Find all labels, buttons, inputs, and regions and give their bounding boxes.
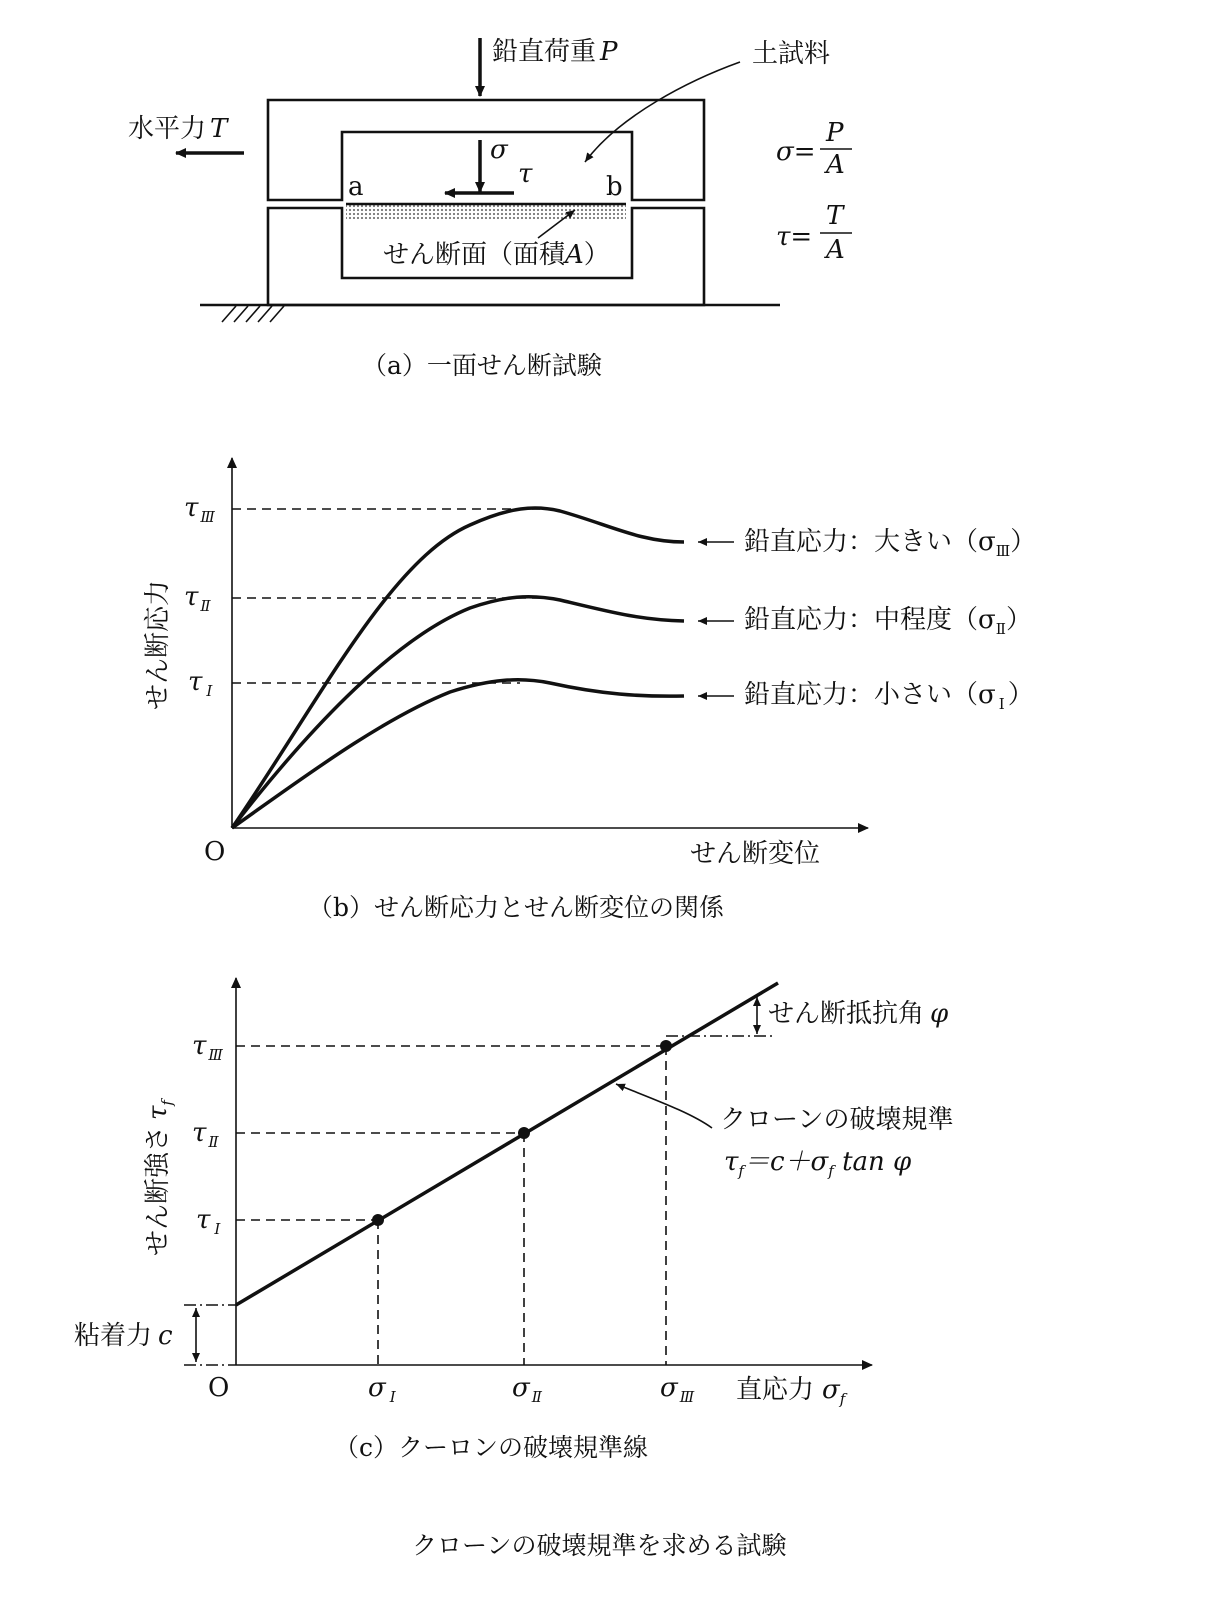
x-axis-label: 直応力 $\sigma_f$	[736, 1375, 846, 1408]
shear-plane-label: せん断面（面積A）	[383, 240, 610, 270]
y-axis-label: せん断強さ$\tau_f$	[143, 1100, 176, 1256]
normal-stress-symbol: σ	[490, 135, 508, 165]
x-axis-label: せん断変位	[690, 839, 821, 869]
ground-hatch	[222, 306, 284, 322]
criterion-pointer	[616, 1084, 712, 1128]
formula-tau	[776, 201, 852, 265]
panel-a-shear-box-diagram	[128, 37, 852, 380]
panel-b-caption: （b）せん断応力とせん断変位の関係	[308, 893, 725, 922]
tick-tau-I: τ $_I$	[196, 1205, 221, 1238]
curve-sigma-II	[232, 597, 684, 828]
point-b-label: b	[606, 172, 623, 202]
svg-text:T: T	[826, 201, 844, 231]
tick-tau-II: τ $_Ⅱ$	[184, 582, 211, 615]
panel-a-caption: （a）一面せん断試験	[362, 351, 602, 380]
formula-sigma	[776, 118, 852, 180]
curve-sigma-I	[232, 680, 684, 828]
svg-text:A: A	[826, 150, 845, 180]
upper-shear-box	[268, 100, 704, 200]
criterion-formula: $\tau_f=c+\sigma_f$ tan φ	[724, 1147, 912, 1180]
panel-b-stress-displacement-chart	[143, 458, 1036, 922]
svg-text:P: P	[826, 118, 844, 148]
soil-sample-label: 土試料	[752, 39, 831, 69]
coulomb-failure-line	[236, 983, 778, 1305]
horizontal-force-label: 水平力 T	[128, 114, 228, 144]
svg-text:τ=: τ=	[776, 222, 813, 252]
point-sigma-II	[518, 1127, 530, 1139]
legend-sigma-III: 鉛直応力：大きい$(\sigma_Ⅲ)$	[744, 527, 1037, 560]
point-a-label: a	[348, 172, 364, 202]
tick-sigma-I: σ $_I$	[368, 1373, 396, 1406]
point-sigma-I	[372, 1214, 384, 1226]
tick-tau-III: τ $_Ⅲ$	[184, 493, 215, 526]
tick-tau-III: τ $_Ⅲ$	[192, 1031, 223, 1064]
svg-text:σ=: σ=	[776, 137, 816, 167]
tick-sigma-III: σ $_Ⅲ$	[660, 1373, 695, 1406]
tick-tau-I: τ $_I$	[188, 667, 213, 700]
vertical-load-symbol: P	[600, 37, 618, 67]
panel-c-failure-criterion-chart	[74, 978, 953, 1462]
svg-text:A: A	[826, 235, 845, 265]
legend-sigma-I: 鉛直応力：小さい（σ $_I$ ）	[744, 680, 1034, 713]
shear-plane-symbol: A	[565, 240, 584, 270]
origin-label: O	[204, 837, 226, 867]
cohesion-label: 粘着力 c	[74, 1321, 173, 1351]
y-axis-label: せん断応力	[143, 579, 173, 711]
shear-stress-symbol: τ	[518, 159, 533, 189]
vertical-load-label: 鉛直荷重 P	[492, 37, 618, 67]
criterion-label: クローンの破壊規準	[720, 1105, 954, 1135]
soil-sample-pointer	[585, 62, 740, 162]
horizontal-force-symbol: T	[210, 114, 228, 144]
friction-angle-label: せん断抵抗角 φ	[768, 999, 949, 1029]
legend-sigma-II: 鉛直応力：中程度$(\sigma_Ⅱ)$	[744, 605, 1032, 638]
footer-caption: クローンの破壊規準を求める試験	[412, 1531, 787, 1560]
panel-c-caption: （c）クーロンの破壊規準線	[334, 1433, 649, 1462]
shear-plane-band	[346, 204, 626, 219]
origin-label: O	[208, 1373, 230, 1403]
tick-sigma-II: σ $_Ⅱ$	[512, 1373, 542, 1406]
point-sigma-III	[660, 1040, 672, 1052]
tick-tau-II: τ $_Ⅱ$	[192, 1118, 219, 1151]
